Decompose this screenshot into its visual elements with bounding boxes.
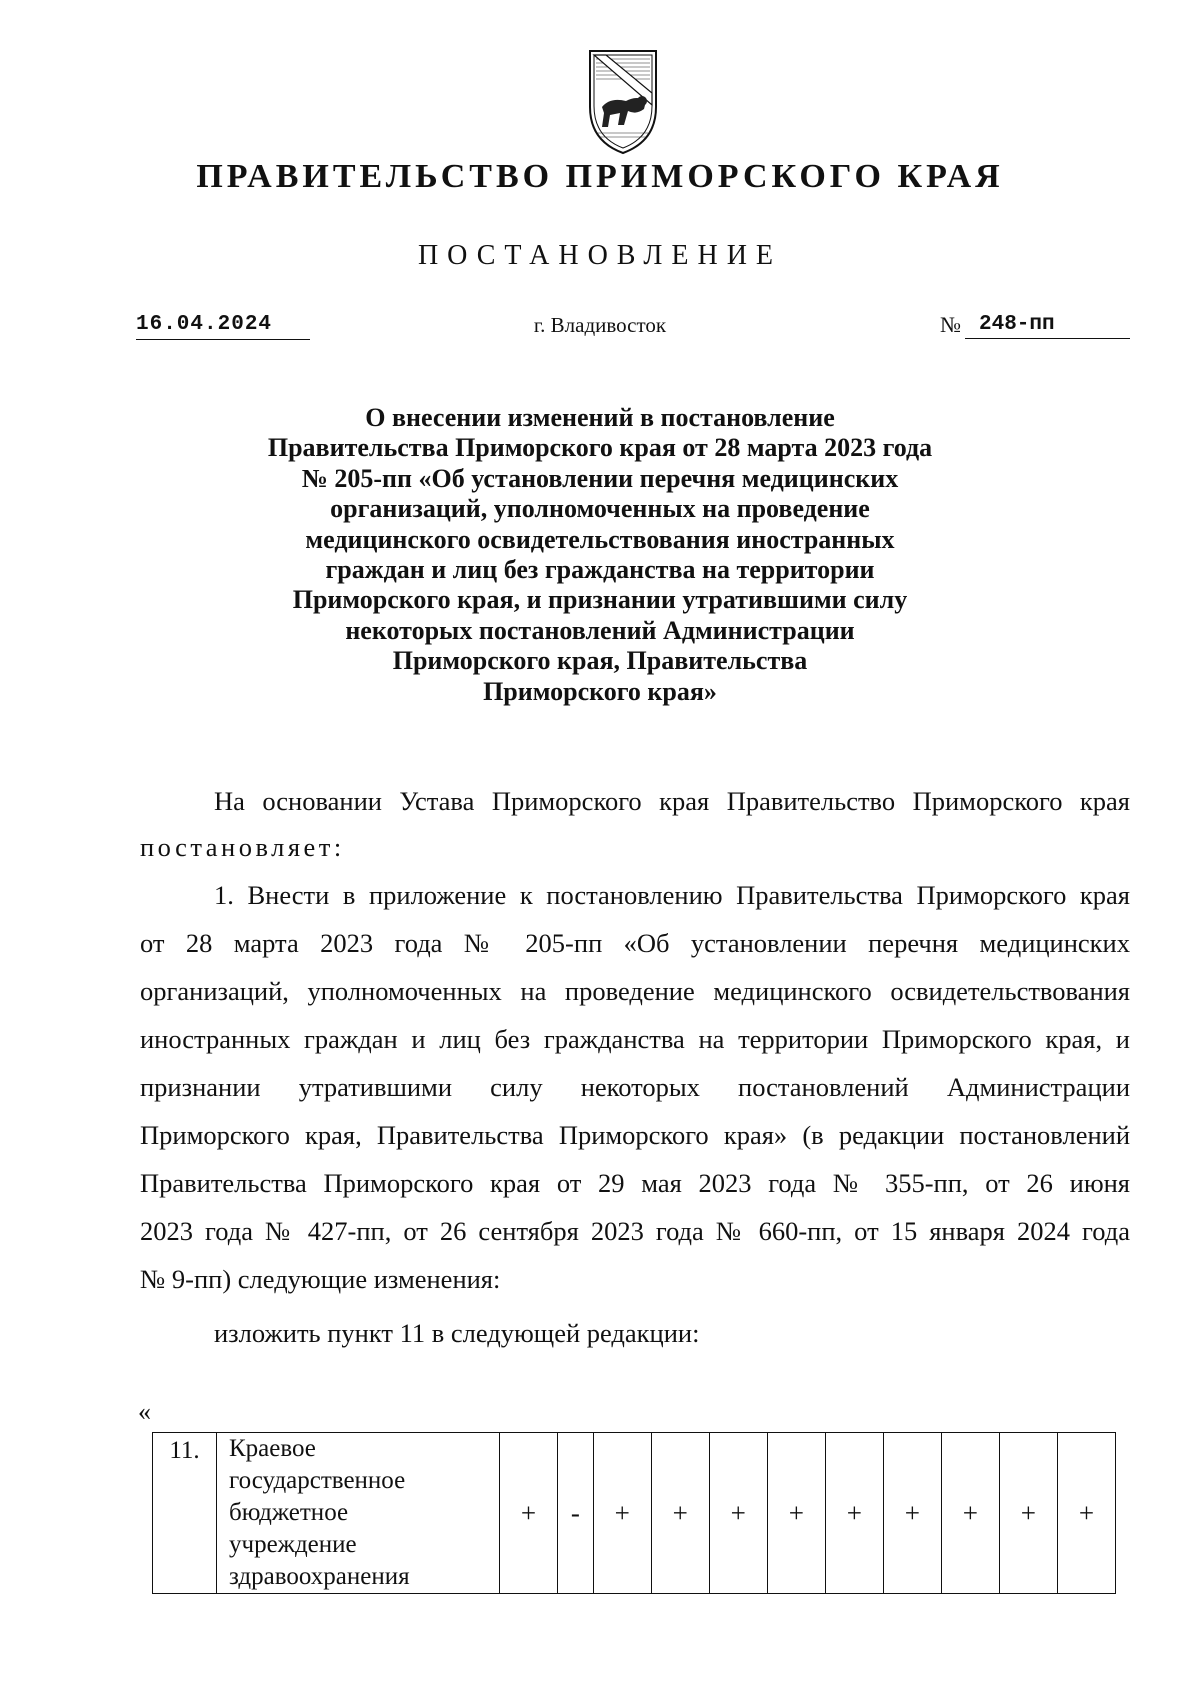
amendment-table bbox=[152, 1432, 1116, 1594]
organization-name-line: Краевое bbox=[229, 1435, 316, 1462]
paragraph-1-line: 2023 года № 427-пп, от 26 сентября 2023 года № 660-пп, от 15 января 2024 года bbox=[140, 1216, 1130, 1246]
table-cell-mark: + bbox=[767, 1433, 825, 1594]
paragraph-1-line: иностранных граждан и лиц без гражданства на территории Приморского края, и bbox=[140, 1024, 1130, 1054]
heading-line: Приморского края» bbox=[483, 676, 717, 706]
heading-line: медицинского освидетельствования иностранных bbox=[305, 524, 895, 554]
heading-line: Приморского края, и признании утратившими силу bbox=[292, 585, 908, 615]
heading-line: № 205-пп «Об установлении перечня медицинских bbox=[301, 463, 899, 493]
organization-name-line: бюджетное bbox=[229, 1499, 349, 1526]
intro-decree: постановляет: bbox=[140, 832, 345, 862]
document-city: г. Владивосток bbox=[533, 313, 667, 337]
opening-quote: « bbox=[138, 1397, 151, 1426]
heading-line: некоторых постановлений Администрации bbox=[345, 615, 855, 645]
number-sign: № bbox=[940, 312, 961, 337]
document-number: 248-пп bbox=[965, 313, 1130, 339]
table-cell-mark: + bbox=[500, 1433, 558, 1594]
paragraph-1-line: № 9-пп) следующие изменения: bbox=[140, 1264, 501, 1294]
table-cell-mark: + bbox=[651, 1433, 709, 1594]
table-cell-mark: + bbox=[825, 1433, 883, 1594]
paragraph-1-line: от 28 марта 2023 года № 205-пп «Об установлении перечня медицинских bbox=[140, 928, 1130, 958]
document-type: ПОСТАНОВЛЕНИЕ bbox=[417, 240, 783, 271]
paragraph-1-line: Правительства Приморского края от 29 мая 2023 года № 355-пп, от 26 июня bbox=[140, 1168, 1130, 1198]
document-date: 16.04.2024 bbox=[136, 313, 310, 340]
paragraph-1-line: Приморского края, Правительства Приморского края» (в редакции постановлений bbox=[140, 1120, 1130, 1150]
table-cell-mark: + bbox=[941, 1433, 999, 1594]
paragraph-2: изложить пункт 11 в следующей редакции: bbox=[214, 1318, 700, 1348]
heading-line: Правительства Приморского края от 28 марта 2023 года bbox=[267, 433, 933, 463]
heading-line: О внесении изменений в постановление bbox=[365, 403, 835, 432]
organization-name-line: здравоохранения bbox=[229, 1563, 410, 1590]
row-number: 11. bbox=[153, 1433, 217, 1594]
organization-name-line: государственное bbox=[229, 1467, 406, 1494]
heading-line: граждан и лиц без гражданства на территории bbox=[325, 555, 875, 585]
organization-name bbox=[217, 1433, 500, 1594]
paragraph-1-line: организаций, уполномоченных на проведение медицинского освидетельствования bbox=[140, 976, 1130, 1006]
table-cell-mark: + bbox=[999, 1433, 1057, 1594]
paragraph-1-line: 1. Внести в приложение к постановлению Правительства Приморского края bbox=[214, 880, 1130, 910]
table-cell-mark: + bbox=[1057, 1433, 1115, 1594]
heading-line: организаций, уполномоченных на проведение bbox=[330, 494, 870, 524]
table-cell-mark: + bbox=[593, 1433, 651, 1594]
intro-text: На основании Устава Приморского края Правительство Приморского края bbox=[214, 786, 1130, 816]
government-name: ПРАВИТЕЛЬСТВО ПРИМОРСКОГО КРАЯ bbox=[196, 158, 1004, 195]
table-cell-mark: - bbox=[558, 1433, 594, 1594]
organization-name-line: учреждение bbox=[229, 1531, 357, 1558]
table-row bbox=[153, 1433, 1116, 1594]
paragraph-1-line: признании утратившими силу некоторых постановлений Администрации bbox=[140, 1072, 1130, 1102]
table-cell-mark: + bbox=[883, 1433, 941, 1594]
heading-line: Приморского края, Правительства bbox=[392, 646, 808, 676]
table-cell-mark: + bbox=[709, 1433, 767, 1594]
